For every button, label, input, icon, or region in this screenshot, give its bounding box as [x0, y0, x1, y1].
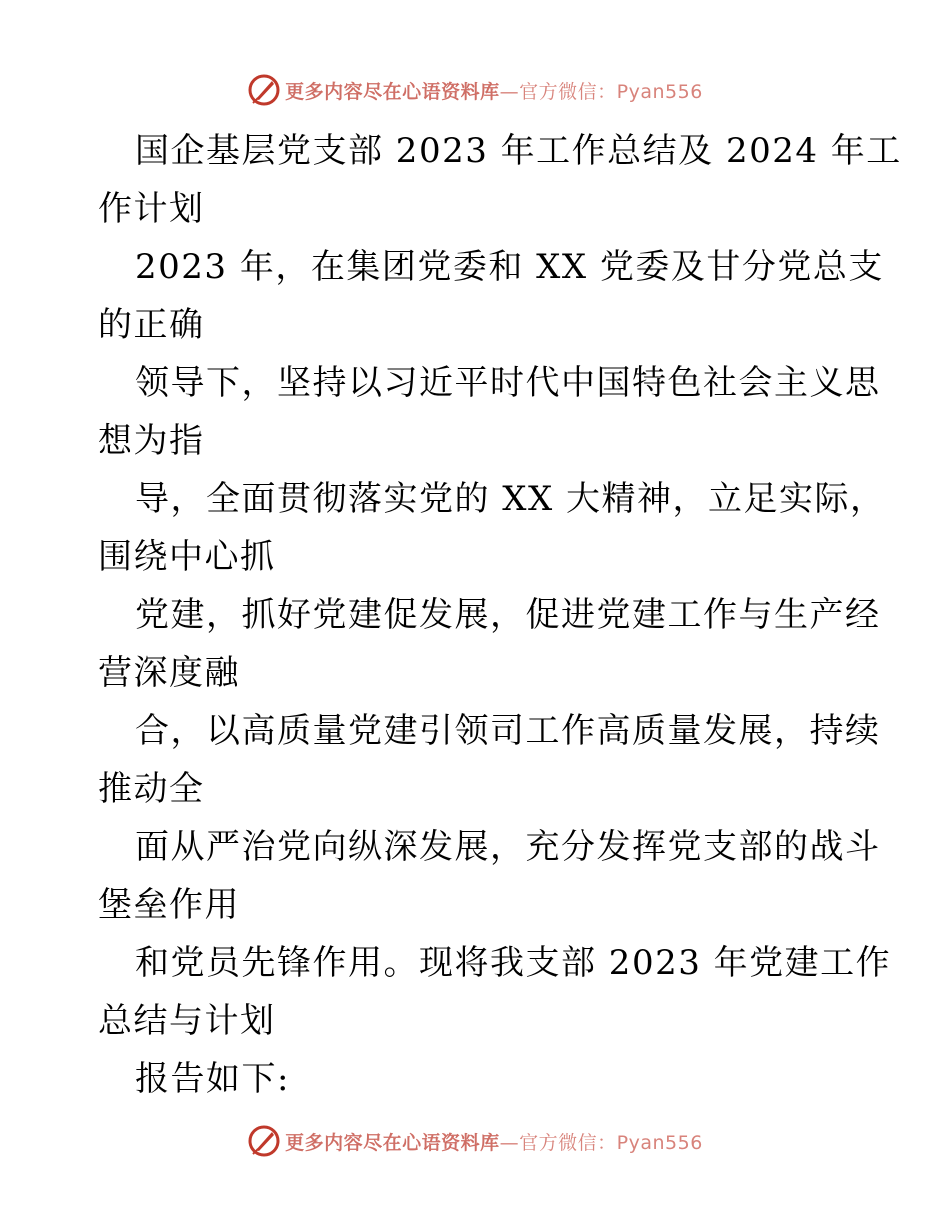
paragraph-line: 报告如下:: [135, 1059, 290, 1099]
paragraph-line: 合，以高质量党建引领司工作高质量发展，持续: [135, 711, 881, 751]
quill-logo-icon: [247, 73, 281, 107]
paragraph-line: 围绕中心抓: [98, 537, 276, 577]
watermark-text: [285, 77, 703, 104]
document-body: [98, 122, 902, 1108]
watermark-contact-text: —官方微信：Pyan556: [499, 80, 703, 103]
paragraph-line: 总结与计划: [98, 1001, 276, 1041]
document-title-line: 国企基层党支部 2023 年工作总结及 2024 年工: [135, 131, 902, 171]
paragraph-line: 的正确: [98, 305, 205, 345]
paragraph-line: 领导下，坚持以习近平时代中国特色社会主义思: [135, 363, 881, 403]
paragraph-line: 想为指: [98, 421, 205, 461]
paragraph-line: 营深度融: [98, 653, 240, 693]
watermark-contact-text: —官方微信：Pyan556: [499, 1131, 703, 1154]
quill-logo-icon: [247, 1124, 281, 1158]
paragraph-line: 推动全: [98, 769, 205, 809]
paragraph-line: 面从严治党向纵深发展，充分发挥党支部的战斗: [135, 827, 881, 867]
watermark-text: [285, 1128, 703, 1155]
header-watermark: [0, 70, 950, 110]
footer-watermark: [0, 1121, 950, 1161]
watermark-site-text: 更多内容尽在心语资料库: [285, 1131, 500, 1154]
paragraph-line: 党建，抓好党建促发展，促进党建工作与生产经: [135, 595, 881, 635]
paragraph-line: 堡垒作用: [98, 885, 240, 925]
document-title-line: 作计划: [98, 189, 205, 229]
paragraph-line: 2023 年，在集团党委和 XX 党委及甘分党总支: [135, 247, 884, 287]
paragraph-line: 和党员先锋作用。现将我支部 2023 年党建工作: [135, 943, 892, 983]
watermark-site-text: 更多内容尽在心语资料库: [285, 80, 500, 103]
paragraph-line: 导，全面贯彻落实党的 XX 大精神，立足实际，: [135, 479, 886, 519]
